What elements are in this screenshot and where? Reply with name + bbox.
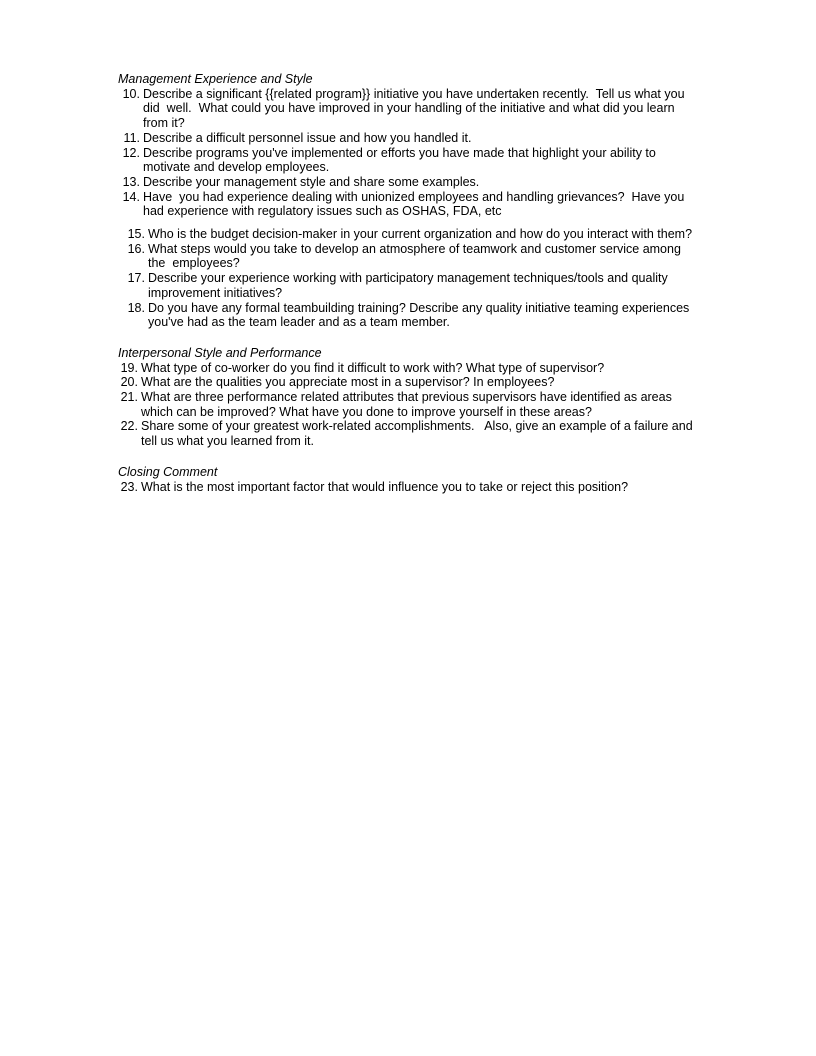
question-text: Describe your management style and share some examples. bbox=[143, 174, 480, 189]
question-item bbox=[118, 190, 696, 219]
question-list-management-b bbox=[118, 227, 696, 330]
section-heading: Management Experience and Style bbox=[118, 72, 313, 86]
question-item bbox=[118, 131, 696, 146]
question-text: Describe a significant {{related program}} initiative you have undertaken recently. Tell us what you did well. What could you have improved in your handling of the initiative and what did you learn from it? bbox=[143, 86, 689, 131]
question-number: 15. bbox=[127, 227, 145, 242]
question-item bbox=[118, 227, 696, 242]
question-text: What steps would you take to develop an atmosphere of teamwork and customer service among the employees? bbox=[148, 241, 685, 271]
section-heading: Interpersonal Style and Performance bbox=[118, 345, 322, 360]
question-text: Describe programs you've implemented or efforts you have made that highlight your ability to motivate and develop employees. bbox=[143, 145, 663, 175]
question-text: Share some of your greatest work-related accomplishments. Also, give an example of a failure and tell us what you learned from it. bbox=[141, 419, 697, 449]
section-management-experience-and-style bbox=[118, 72, 696, 330]
question-item bbox=[118, 361, 696, 376]
question-item bbox=[118, 271, 696, 300]
section-interpersonal-style-and-performance bbox=[118, 346, 696, 449]
section-spacer bbox=[118, 449, 696, 465]
question-number: 21. bbox=[120, 390, 138, 405]
question-number: 10. bbox=[122, 86, 140, 101]
question-item bbox=[118, 87, 696, 131]
question-list-closing bbox=[118, 480, 696, 495]
question-text: Have you had experience dealing with unionized employees and handling grievances? Have you had experience with regulatory issues such as OSHAS, FDA, etc bbox=[143, 189, 688, 219]
question-text: What are the qualities you appreciate most in a supervisor? In employees? bbox=[141, 375, 555, 390]
question-number: 11. bbox=[123, 130, 140, 145]
section-heading: Closing Comment bbox=[118, 464, 218, 479]
question-item bbox=[118, 146, 696, 175]
section-spacer bbox=[118, 330, 696, 346]
question-number: 16. bbox=[127, 241, 145, 256]
question-text: What type of co-worker do you find it difficult to work with? What type of supervisor? bbox=[141, 360, 605, 375]
question-item bbox=[118, 390, 696, 419]
question-number: 17. bbox=[127, 271, 145, 286]
question-list-interpersonal bbox=[118, 361, 696, 449]
question-text: Who is the budget decision-maker in your current organization and how do you interact with them? bbox=[148, 227, 693, 242]
question-number: 22. bbox=[120, 419, 138, 434]
question-number: 14. bbox=[122, 189, 140, 204]
question-text: What are three performance related attributes that previous supervisors have identified as areas which can be improved? What have you done to improve yourself in these areas? bbox=[141, 390, 676, 419]
question-number: 12. bbox=[122, 145, 140, 160]
question-item bbox=[118, 419, 696, 448]
question-number: 18. bbox=[127, 300, 145, 315]
question-number: 23. bbox=[120, 479, 138, 494]
question-list-management-a bbox=[118, 87, 696, 219]
question-text: What is the most important factor that would influence you to take or reject this position? bbox=[141, 479, 629, 494]
question-item bbox=[118, 480, 696, 495]
question-number: 13. bbox=[122, 174, 140, 189]
question-text: Describe a difficult personnel issue and how you handled it. bbox=[143, 130, 472, 145]
question-number: 20. bbox=[120, 375, 138, 390]
question-text: Describe your experience working with participatory management techniques/tools and quality improvement initiatives? bbox=[148, 271, 675, 300]
section-closing-comment bbox=[118, 465, 696, 494]
question-text: Do you have any formal teambuilding training? Describe any quality initiative teaming experiences you've had as the team leader and as a team member. bbox=[148, 300, 693, 330]
question-item bbox=[118, 175, 696, 190]
document-body bbox=[118, 72, 696, 494]
question-item bbox=[118, 301, 696, 330]
question-item bbox=[118, 242, 696, 271]
question-number: 19. bbox=[120, 360, 138, 375]
question-item bbox=[118, 375, 696, 390]
